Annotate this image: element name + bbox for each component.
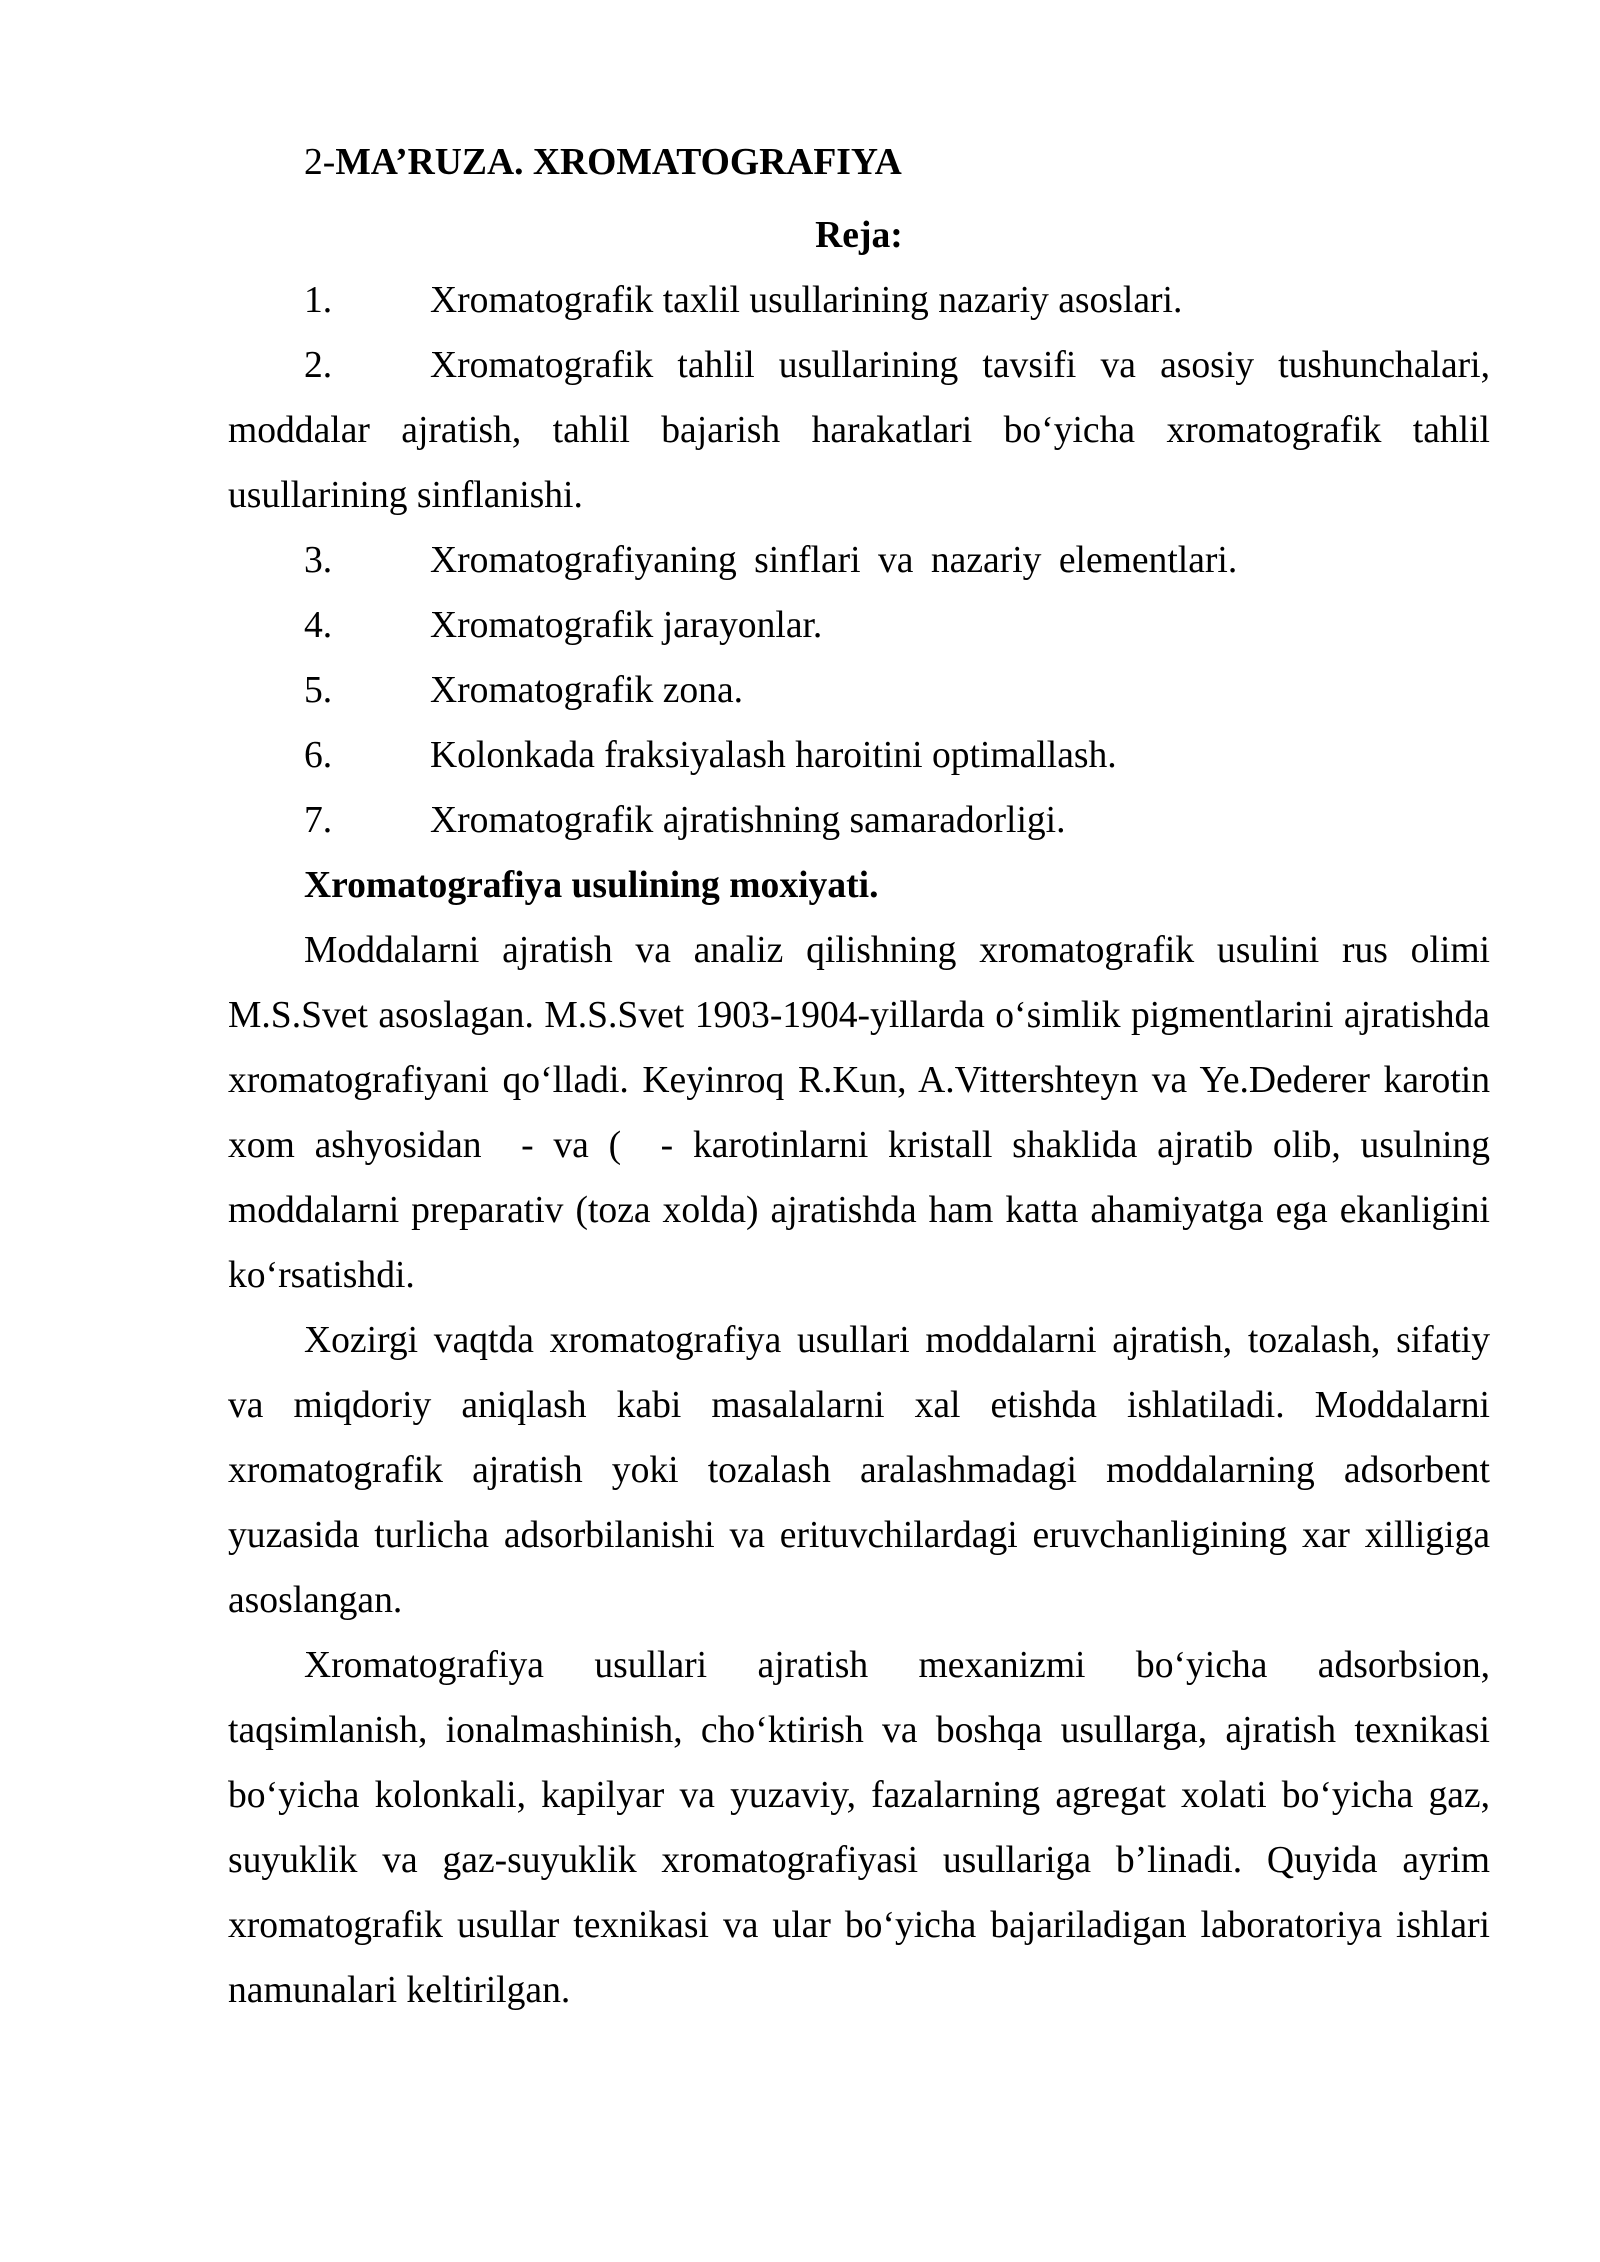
plan-item <box>228 528 1490 593</box>
plan-item <box>228 658 1490 723</box>
document-title-number: 2- <box>304 142 336 183</box>
plan-item-text: Xromatografik ajratishning samaradorligi. <box>430 800 1066 841</box>
plan-item-number: 4. <box>304 605 333 646</box>
paragraph: Xromatografiya usullari ajratish mexanizmi bo‘yicha adsorbsion, taqsimlanish, ionalmashinish, cho‘ktirish va boshqa usullarga, ajratish texnikasi bo‘yicha kolonkali, kapilyar va yuzaviy, fazalarning agregat xolati bo‘yicha gaz, suyuklik va gaz-suyuklik xromatografiyasi usullariga b’linadi. Quyida ayrim xromatografik usullar texnikasi va ular bo‘yicha bajariladigan laboratoriya ishlari namunalari keltirilgan. <box>228 1645 1490 2011</box>
plan-item-number: 3. <box>304 540 333 581</box>
plan-item-number: 7. <box>304 800 333 841</box>
plan-heading: Reja: <box>815 215 903 256</box>
plan-item-text: Xromatografik zona. <box>430 670 744 711</box>
plan-item <box>228 788 1490 853</box>
document-title <box>228 130 1490 195</box>
plan-item-text: Kolonkada fraksiyalash haroitini optimallash. <box>430 735 1117 776</box>
plan-item-text: Xromatografik taxlil usullarining nazariy asoslari. <box>430 280 1183 321</box>
plan-item-text: Xromatografik jarayonlar. <box>430 605 823 646</box>
plan-item <box>228 593 1490 658</box>
paragraph: Moddalarni ajratish va analiz qilishning xromatografik usulini rus olimi M.S.Svet asoslagan. M.S.Svet 1903-1904-yillarda o‘simlik pigmentlarini ajratishda xromatografiyani qo‘lladi. Keyinroq R.Kun, A.Vittershteyn va Ye.Dederer karotin xom ashyosidan - va ( - karotinlarni kristall shaklida ajratib olib, usulning moddalarni preparativ (toza xolda) ajratishda ham katta ahamiyatga ega ekanligini ko‘rsatishdi. <box>228 930 1490 1296</box>
plan-item-number: 5. <box>304 670 333 711</box>
plan-item <box>228 268 1490 333</box>
paragraph: Xozirgi vaqtda xromatografiya usullari moddalarni ajratish, tozalash, sifatiy va miqdoriy aniqlash kabi masalalarni xal etishda ishlatiladi. Moddalarni xromatografik ajratish yoki tozalash aralashmadagi moddalarning adsorbent yuzasida turlicha adsorbilanishi va erituvchilardagi eruvchanligining xar xilligiga asoslangan. <box>228 1320 1490 1621</box>
document-content <box>228 130 1490 2023</box>
plan-item <box>228 333 1490 528</box>
plan-item-number: 6. <box>304 735 333 776</box>
section-heading: Xromatografiya usulining moxiyati. <box>304 865 879 906</box>
plan-item <box>228 723 1490 788</box>
plan-item-number: 1. <box>304 280 333 321</box>
plan-item-text: Xromatografiyaning sinflari va nazariy elementlari. <box>430 540 1238 581</box>
document-title-text: MA’RUZA. XROMATOGRAFIYA <box>335 142 902 183</box>
plan-item-text: Xromatografik tahlil usullarining tavsifi va asosiy tushunchalari, moddalar ajratish, tahlil bajarish harakatlari bo‘yicha xromatografik tahlil usullarining sinflanishi. <box>228 345 1490 516</box>
plan-item-number: 2. <box>304 345 333 386</box>
